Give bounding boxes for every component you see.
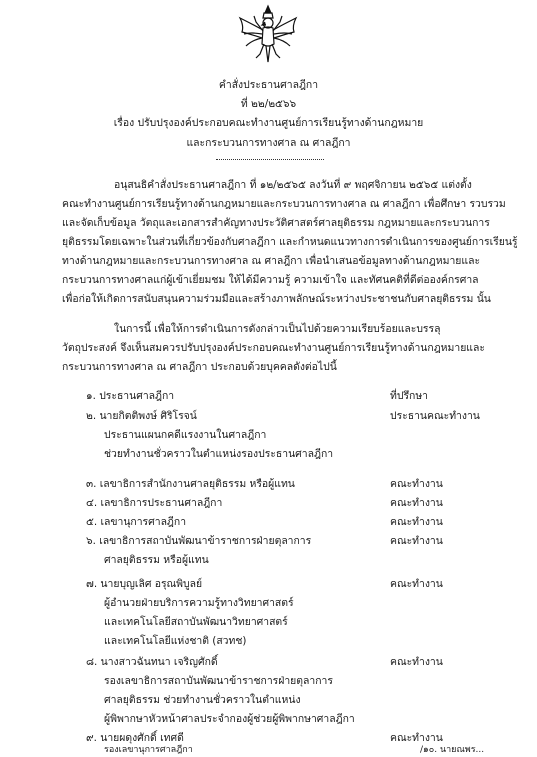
member-4-name: ๔. เลขาธิการประธานศาลฎีกา (86, 497, 223, 509)
member-6-detail: ศาลยุติธรรม หรือผู้แทน (104, 554, 209, 566)
paragraph-1-line: เพื่อก่อให้เกิดการสนับสนุนความร่วมมือและสร้างภาพลักษณ์ระหว่างประชาชนกับศาลยุติธรรม นั้น (62, 293, 491, 305)
subject-line-2: และกระบวนการทางศาล ณ ศาลฎีกา (186, 137, 351, 149)
member-6-role: คณะทำงาน (390, 535, 443, 547)
paragraph-1-line: ทางด้านกฎหมายและกระบวนการทางศาล ณ ศาลฎีกา เพื่อนำเสนอข้อมูลทางด้านกฎหมายและ (62, 255, 481, 267)
member-9-role: คณะทำงาน (390, 732, 443, 744)
member-7-name: ๗. นายบุญเลิศ อรุณพิบูลย์ (86, 578, 203, 590)
member-1-name: ๑. ประธานศาลฎีกา (86, 390, 175, 402)
paragraph-2-line: วัตถุประสงค์ จึงเห็นสมควรปรับปรุงองค์ประกอบคณะทำงานศูนย์การเรียนรู้ทางด้านกฎหมายและ (62, 342, 485, 354)
paragraph-1-line: อนุสนธิคำสั่งประธานศาลฎีกา ที่ ๑๒/๒๕๖๕ ลงวันที่ ๙ พฤศจิกายน ๒๕๖๕ แต่งตั้ง (114, 179, 472, 191)
member-8-role: คณะทำงาน (390, 656, 443, 668)
paragraph-2-line: กระบวนการทางศาล ณ ศาลฎีกา ประกอบด้วยบุคคลดังต่อไปนี้ (62, 361, 337, 373)
member-7-detail: และเทคโนโลยีแห่งชาติ (สวทช) (104, 635, 247, 647)
member-7-role: คณะทำงาน (390, 578, 443, 590)
page-continuation: /๑๐. นายณพร... (420, 745, 485, 755)
paragraph-1-line: ยุติธรรมโดยเฉพาะในส่วนที่เกี่ยวข้องกับศาลฎีกา และกำหนดแนวทางการดำเนินการของศูนย์การเรียนรู้ (62, 236, 518, 248)
member-1-role: ที่ปรึกษา (390, 390, 429, 402)
member-2-detail: ช่วยทำงานชั่วคราวในตำแหน่งรองประธานศาลฎีกา (104, 448, 334, 460)
member-2-role: ประธานคณะทำงาน (390, 410, 480, 422)
member-2-name: ๒. นายกิตติพงษ์ ศิริโรจน์ (86, 410, 197, 422)
order-title: คำสั่งประธานศาลฎีกา (218, 79, 319, 91)
member-7-detail: ผู้อำนวยฝ่ายบริการความรู้ทางวิทยาศาสตร์ (104, 597, 294, 609)
member-5-role: คณะทำงาน (390, 516, 443, 528)
member-3-name: ๓. เลขาธิการสำนักงานศาลยุติธรรม หรือผู้แทน (86, 478, 295, 490)
paragraph-1-line: และจัดเก็บข้อมูล วัตถุและเอกสารสำคัญทางประวัติศาสตร์ศาลยุติธรรม กฎหมายและกระบวนการ (62, 217, 490, 229)
member-6-name: ๖. เลขาธิการสถาบันพัฒนาข้าราชการฝ่ายตุลาการ (86, 535, 312, 547)
member-2-detail: ประธานแผนกคดีแรงงานในศาลฎีกา (104, 429, 267, 441)
garuda-emblem-icon (236, 4, 300, 66)
subject-line-1: เรื่อง ปรับปรุงองค์ประกอบคณะทำงานศูนย์การเรียนรู้ทางด้านกฎหมาย (113, 117, 424, 129)
member-5-name: ๕. เลขานุการศาลฎีกา (86, 516, 187, 528)
member-8-detail: รองเลขาธิการสถาบันพัฒนาข้าราชการฝ่ายตุลาการ (104, 675, 333, 687)
member-8-name: ๘. นางสาวฉันทนา เจริญศักดิ์ (86, 656, 218, 668)
paragraph-1-line: คณะทำงานศูนย์การเรียนรู้ทางด้านกฎหมายและกระบวนการทางศาล ณ ศาลฎีกา เพื่อศึกษา รวบรวม (62, 198, 506, 210)
member-9-name: ๙. นายผดุงศักดิ์ เทศดี (86, 732, 184, 744)
header-divider (216, 159, 324, 160)
member-7-detail: และเทคโนโลยีสถาบันพัฒนาวิทยาศาสตร์ (104, 616, 288, 628)
paragraph-2-line: ในการนี้ เพื่อให้การดำเนินการดังกล่าวเป็นไปด้วยความเรียบร้อยและบรรลุ (114, 323, 441, 335)
member-4-role: คณะทำงาน (390, 497, 443, 509)
member-9-detail: รองเลขานุการศาลฎีกา (104, 745, 193, 755)
order-number: ที่ ๒๒/๒๕๖๖ (240, 98, 297, 110)
member-8-detail: ผู้พิพากษาหัวหน้าศาลประจำกองผู้ช่วยผู้พิพากษาศาลฎีกา (104, 713, 355, 725)
member-3-role: คณะทำงาน (390, 478, 443, 490)
member-8-detail: ศาลยุติธรรม ช่วยทำงานชั่วคราวในตำแหน่ง (104, 694, 301, 706)
paragraph-1-line: กระบวนการทางศาลแก่ผู้เข้าเยี่ยมชม ให้ได้มีความรู้ ความเข้าใจ และทัศนคติที่ดีต่อองค์กรศาล (62, 274, 479, 286)
